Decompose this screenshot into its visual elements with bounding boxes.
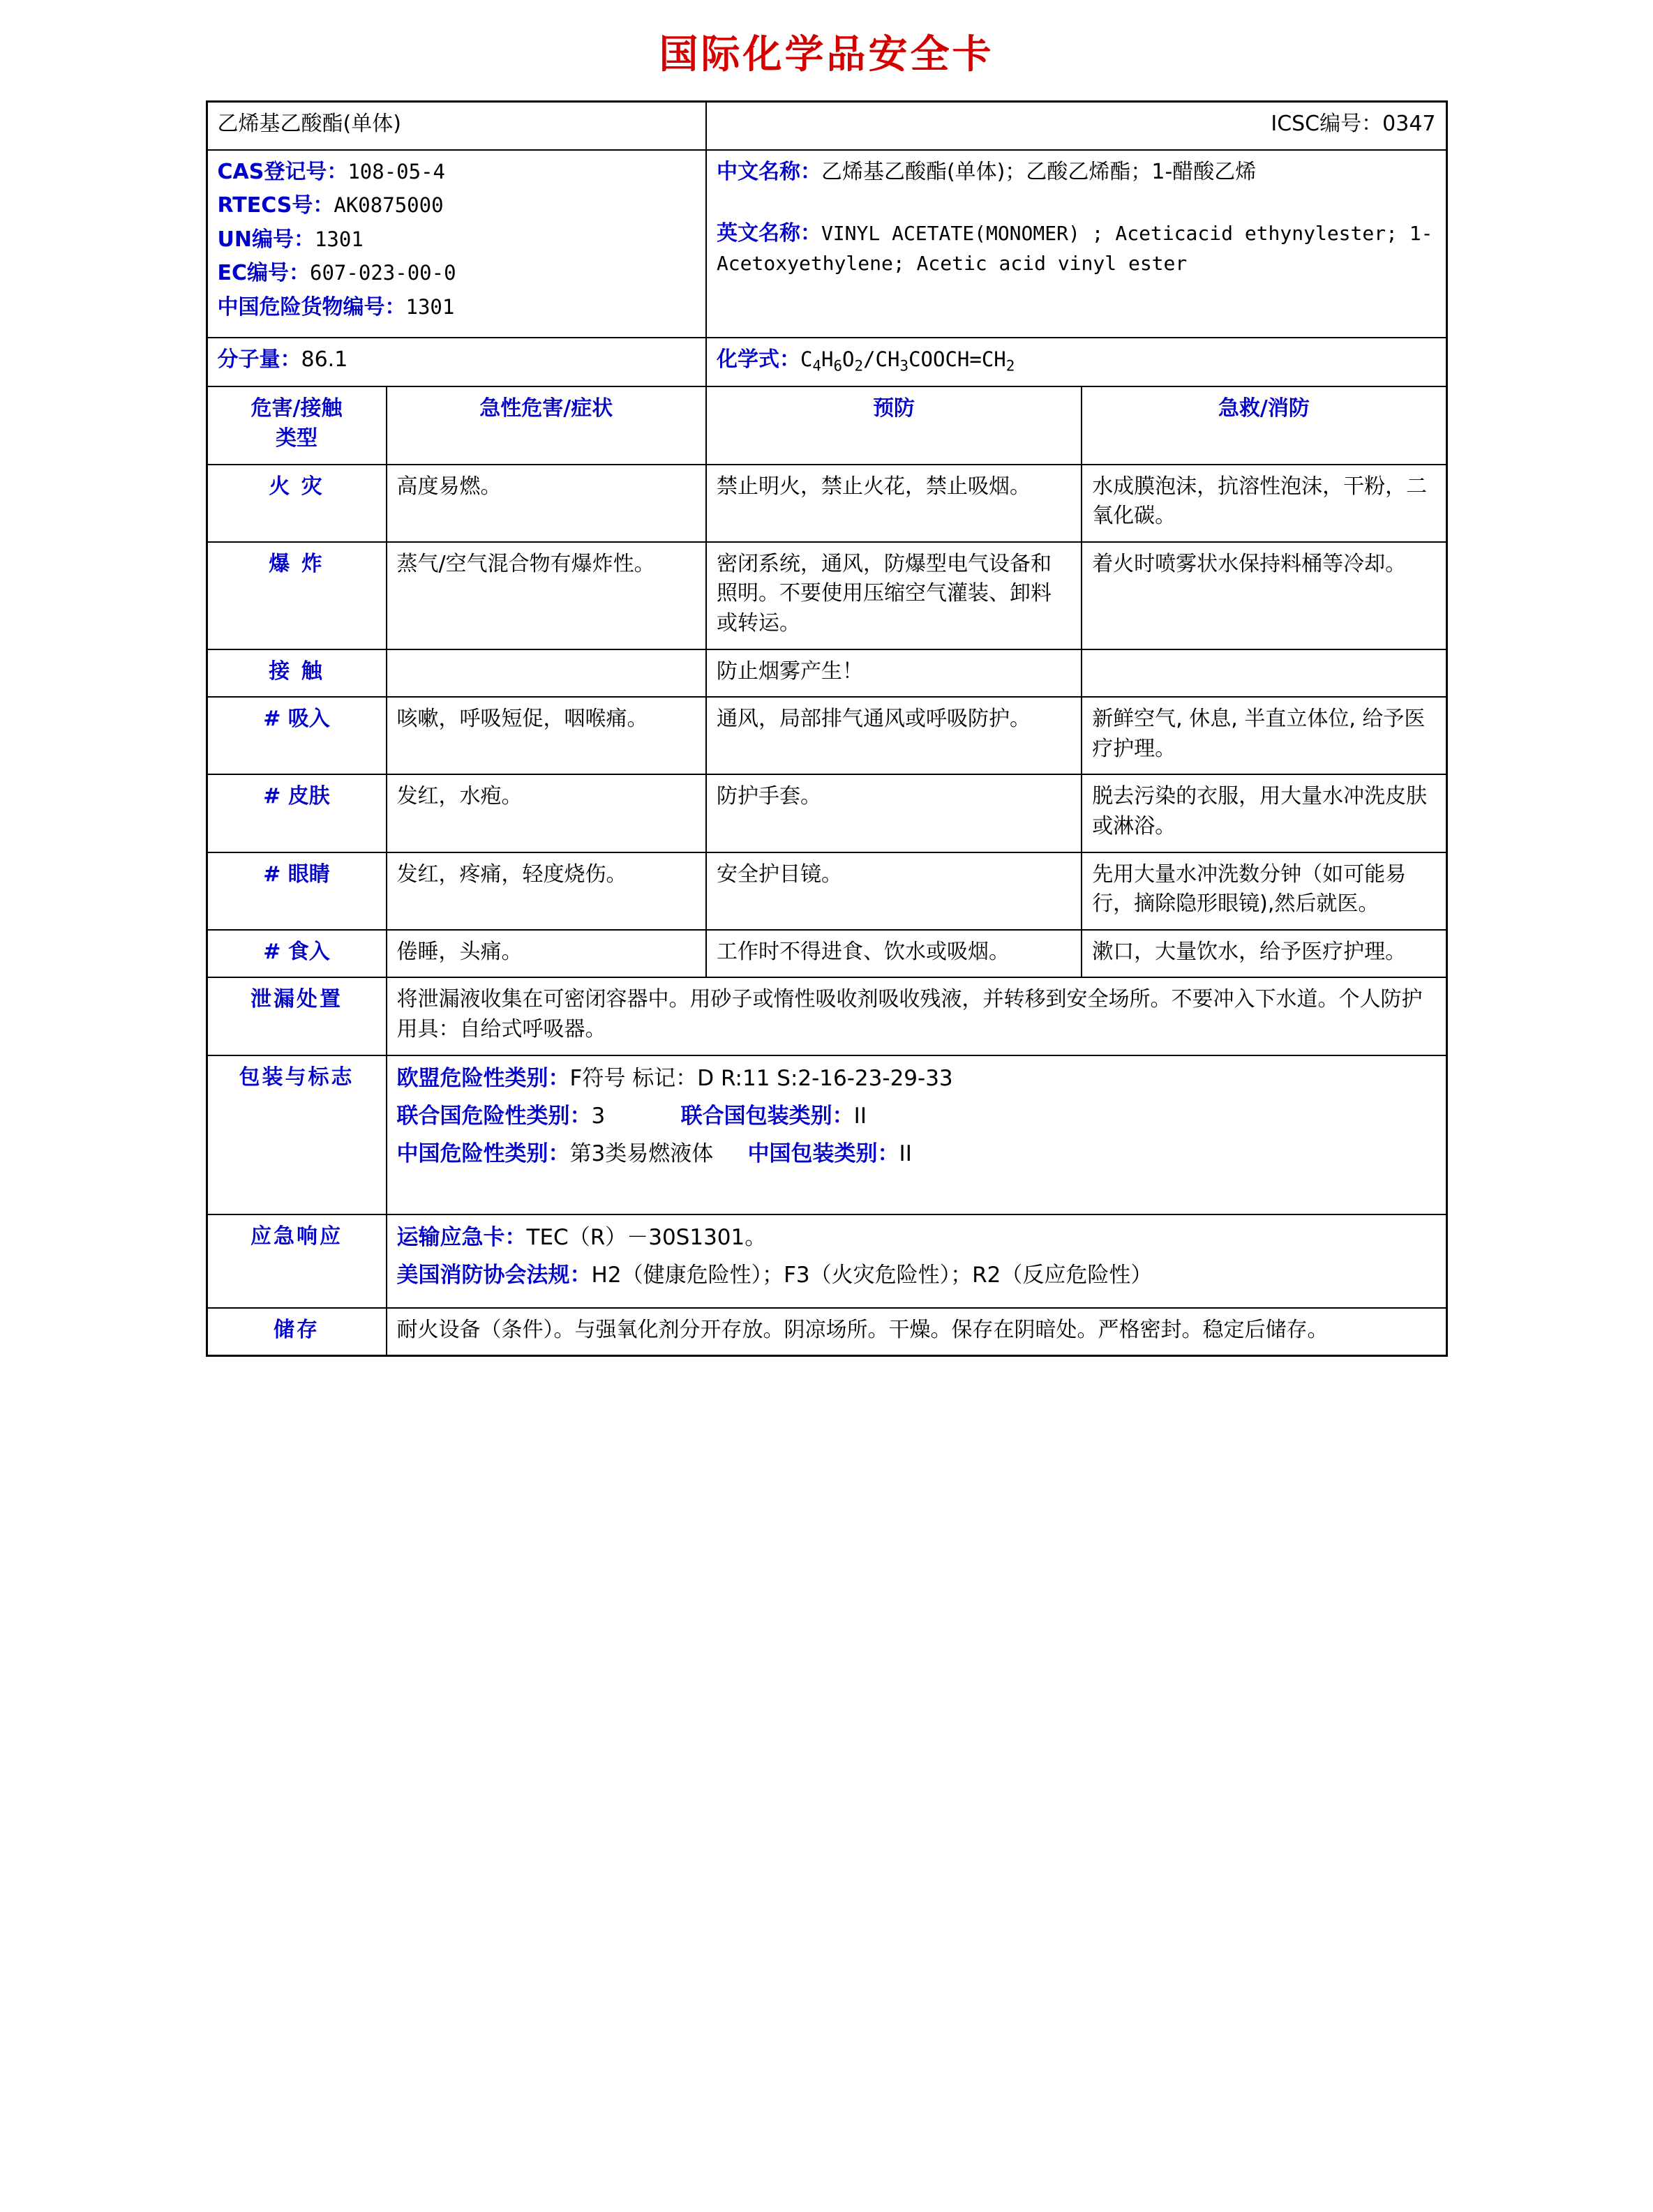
molecular-row [207, 338, 1446, 387]
table-row-explosion [207, 542, 1446, 649]
table-row-inhalation [207, 697, 1446, 774]
packaging-eu-label: 欧盟危险性类别： [396, 1065, 570, 1091]
fire-firstaid: 水成膜泡沫，抗溶性泡沫，干粉，二氧化碳。 [1082, 465, 1446, 542]
column-header-type-line2: 类型 [276, 426, 318, 451]
inhalation-firstaid: 新鲜空气, 休息, 半直立体位, 给予医疗护理。 [1082, 697, 1446, 774]
identifier-rtecs-label: RTECS号： [217, 193, 334, 218]
packaging-cn-class-value: 第3类易燃液体 [569, 1141, 714, 1166]
explosion-firstaid: 着火时喷雾状水保持料桶等冷却。 [1082, 542, 1446, 649]
exposure-acute [387, 649, 706, 698]
table-row-emergency [207, 1214, 1446, 1308]
table-row-skin [207, 774, 1446, 852]
packaging-cn-group-label: 中国包装类别： [747, 1141, 899, 1166]
packaging-un-class-label: 联合国危险性类别： [396, 1103, 592, 1129]
packaging-cell [387, 1055, 1446, 1214]
icsc-value: 0347 [1382, 112, 1436, 136]
spill-text: 将泄漏液收集在可密闭容器中。用砂子或惰性吸收剂吸收残液，并转移到安全场所。不要冲入下水道。个人防护用具：自给式呼吸器。 [387, 977, 1446, 1055]
row-label-storage: 储存 [207, 1308, 387, 1356]
english-name-value: VINYL ACETATE(MONOMER) ; Aceticacid ethynylester; 1-Acetoxyethylene; Acetic acid vinyl ester [716, 222, 1433, 275]
chinese-name-value: 乙烯基乙酸酯(单体)；乙酸乙烯酯；1-醋酸乙烯 [821, 159, 1257, 184]
packaging-un-line [397, 1101, 1436, 1131]
identifier-un [218, 225, 696, 255]
emergency-tec-value: TEC（R）－30S1301。 [526, 1224, 767, 1250]
names-spacer [717, 191, 1436, 219]
table-row-exposure [207, 649, 1446, 698]
identifiers-cell [207, 150, 706, 338]
chinese-name-label: 中文名称： [716, 159, 821, 184]
identifier-un-value: 1301 [314, 227, 364, 251]
column-header-firstaid: 急救/消防 [1082, 386, 1446, 464]
packaging-cn-group-value: II [899, 1141, 912, 1166]
safety-card-table [206, 100, 1448, 1357]
identifier-cn-value: 1301 [405, 294, 455, 319]
table-row-eyes [207, 852, 1446, 930]
packaging-eu-value: F符号 标记：D R:11 S:2-16-23-29-33 [569, 1065, 953, 1091]
row-label-packaging: 包装与标志 [207, 1055, 387, 1214]
molecular-weight-value: 86.1 [301, 347, 348, 372]
identifier-cn-label: 中国危险货物编号： [217, 294, 406, 319]
row-label-ingestion: # 食入 [207, 930, 387, 978]
column-header-acute: 急性危害/症状 [387, 386, 706, 464]
inhalation-acute: 咳嗽，呼吸短促，咽喉痛。 [387, 697, 706, 774]
molecular-weight-label: 分子量： [217, 347, 301, 372]
ingestion-firstaid: 漱口，大量饮水，给予医疗护理。 [1082, 930, 1446, 978]
packaging-eu-line [397, 1063, 1436, 1094]
explosion-prevention: 密闭系统，通风，防爆型电气设备和照明。不要使用压缩空气灌装、卸料或转运。 [706, 542, 1082, 649]
skin-prevention: 防护手套。 [706, 774, 1082, 852]
english-name-label: 英文名称： [716, 221, 821, 246]
column-header-type [207, 386, 387, 464]
exposure-firstaid [1082, 649, 1446, 698]
formula-value: $C_4H_6O_2/CH_3COOCH=CH_2$ [800, 347, 1015, 374]
identifier-rtecs [218, 191, 696, 221]
formula-label: 化学式： [716, 347, 800, 372]
packaging-cn-class-label: 中国危险性类别： [396, 1141, 570, 1166]
packaging-un-class-value: 3 [591, 1103, 606, 1129]
emergency-nfpa-value: H2（健康危险性）；F3（火灾危险性）；R2（反应危险性） [591, 1262, 1153, 1288]
column-header-row [207, 386, 1446, 464]
identifier-ec-value: 607-023-00-0 [310, 261, 456, 285]
emergency-nfpa-label: 美国消防协会法规： [396, 1262, 592, 1288]
fire-prevention: 禁止明火，禁止火花，禁止吸烟。 [706, 465, 1082, 542]
column-header-type-line1: 危害/接触 [250, 396, 343, 421]
identifier-ec [218, 259, 696, 289]
skin-firstaid: 脱去污染的衣服，用大量水冲洗皮肤或淋浴。 [1082, 774, 1446, 852]
explosion-acute: 蒸气/空气混合物有爆炸性。 [387, 542, 706, 649]
identifier-rtecs-value: AK0875000 [334, 193, 444, 218]
ingestion-prevention: 工作时不得进食、饮水或吸烟。 [706, 930, 1082, 978]
substance-name: 乙烯基乙酸酯(单体) [207, 102, 706, 150]
identifiers-row [207, 150, 1446, 338]
eyes-firstaid: 先用大量水冲洗数分钟（如可能易行，摘除隐形眼镜),然后就医。 [1082, 852, 1446, 930]
skin-acute: 发红，水疱。 [387, 774, 706, 852]
identifier-un-label: UN编号： [217, 227, 315, 252]
eyes-prevention: 安全护目镜。 [706, 852, 1082, 930]
icsc-label: ICSC编号： [1271, 112, 1383, 136]
molecular-weight-cell [207, 338, 706, 387]
page-title: 国际化学品安全卡 [659, 32, 994, 77]
row-label-fire: 火 灾 [207, 465, 387, 542]
packaging-un-group-value: II [853, 1103, 867, 1129]
inhalation-prevention: 通风，局部排气通风或呼吸防护。 [706, 697, 1082, 774]
chinese-name [717, 158, 1436, 188]
row-label-inhalation: # 吸入 [207, 697, 387, 774]
identifier-cn-dangerous-goods [218, 293, 696, 323]
identifier-cas [218, 158, 696, 188]
row-label-emergency: 应急响应 [207, 1214, 387, 1308]
column-header-prevention: 预防 [706, 386, 1082, 464]
eyes-acute: 发红，疼痛，轻度烧伤。 [387, 852, 706, 930]
packaging-un-group-label: 联合国包装类别： [680, 1103, 854, 1129]
table-row-ingestion [207, 930, 1446, 978]
identifier-ec-label: EC编号： [217, 261, 311, 286]
names-cell [706, 150, 1446, 338]
icsc-number-cell [706, 102, 1446, 150]
identifier-cas-label: CAS登记号： [217, 159, 348, 184]
row-label-exposure: 接 触 [207, 649, 387, 698]
emergency-cell [387, 1214, 1446, 1308]
fire-acute: 高度易燃。 [387, 465, 706, 542]
packaging-cn-line [397, 1138, 1436, 1169]
table-row-storage [207, 1308, 1446, 1356]
ingestion-acute: 倦睡，头痛。 [387, 930, 706, 978]
card-header-row [207, 102, 1446, 150]
emergency-nfpa-line [397, 1260, 1436, 1291]
english-name [717, 219, 1436, 278]
packaging-spacer [397, 1176, 1436, 1204]
exposure-prevention: 防止烟雾产生！ [706, 649, 1082, 698]
table-row-packaging [207, 1055, 1446, 1214]
table-row-fire [207, 465, 1446, 542]
formula-cell [706, 338, 1446, 387]
row-label-eyes: # 眼睛 [207, 852, 387, 930]
emergency-tec-label: 运输应急卡： [396, 1224, 527, 1250]
storage-text: 耐火设备（条件）。与强氧化剂分开存放。阴凉场所。干燥。保存在阴暗处。严格密封。稳定后储存。 [387, 1308, 1446, 1356]
row-label-skin: # 皮肤 [207, 774, 387, 852]
identifier-cas-value: 108-05-4 [347, 159, 446, 183]
row-label-spill: 泄漏处置 [207, 977, 387, 1055]
names-spacer-2 [717, 283, 1436, 310]
safety-card [206, 100, 1448, 1357]
row-label-explosion: 爆 炸 [207, 542, 387, 649]
table-row-spill [207, 977, 1446, 1055]
emergency-tec-line [397, 1222, 1436, 1253]
